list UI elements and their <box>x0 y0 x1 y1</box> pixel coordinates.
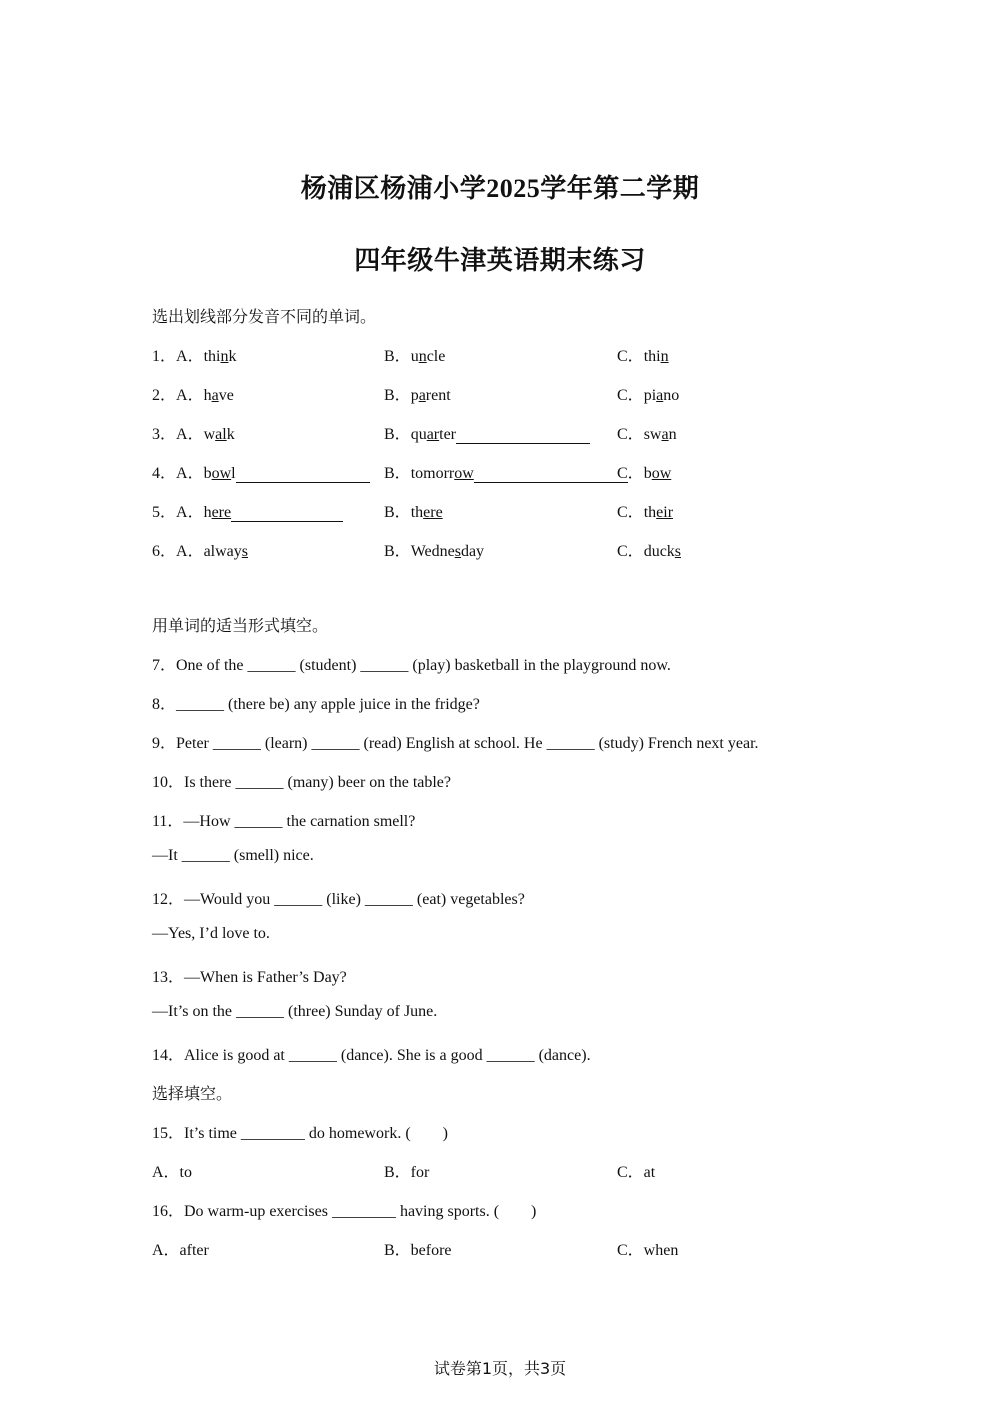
question-15: 15．It’s time ________ do homework. ( ) <box>152 1125 448 1142</box>
option-label: B． <box>384 465 411 482</box>
underlined-letters: ere <box>211 504 232 521</box>
question-2-option-b <box>384 382 451 405</box>
question-13: 13．—When is Father’s Day? <box>152 969 347 986</box>
question-3-option-b <box>384 421 590 444</box>
word-part: no <box>663 387 680 404</box>
word-part: rent <box>425 387 451 404</box>
question-12-answer: —Yes, I’d love to. <box>152 925 270 942</box>
underlined-letters: al <box>215 426 227 443</box>
question-6-option-c <box>617 538 681 561</box>
question-10: 10．Is there ______ (many) beer on the table? <box>152 774 452 791</box>
word-part: tomorr <box>410 465 455 482</box>
underlined-letters: s <box>454 543 461 560</box>
answer-blank-line <box>474 465 628 483</box>
page-footer: 试卷第1页，共3页 <box>433 1359 567 1378</box>
underlined-letters: a <box>661 426 669 443</box>
option-label: A． <box>176 348 204 365</box>
word-part: duck <box>643 543 675 560</box>
option-label: C． <box>617 348 644 365</box>
word-part: l <box>231 465 236 482</box>
question-3-option-a <box>152 421 235 444</box>
question-number: 2． <box>152 387 177 404</box>
question-13-answer: —It’s on the ______ (three) Sunday of June. <box>152 1003 438 1020</box>
option-label: C． <box>617 426 644 443</box>
answer-blank-line <box>236 465 370 483</box>
question-7: 7．One of the ______ (student) ______ (play) basketball in the playground now. <box>152 657 671 674</box>
exam-title-line1 <box>0 168 1000 205</box>
word-part: alway <box>203 543 242 560</box>
question-16-option-a: A．after <box>152 1242 209 1259</box>
word-part: Wedne <box>410 543 455 560</box>
title-school: 杨浦区杨浦小学 <box>300 174 487 204</box>
question-4-option-c <box>617 460 671 483</box>
question-9: 9．Peter ______ (learn) ______ (read) English at school. He ______ (study) French next year. <box>152 735 759 752</box>
word-part: h <box>203 387 212 404</box>
underlined-letters: ar <box>426 426 440 443</box>
word-part: b <box>203 465 212 482</box>
question-number: 3． <box>152 426 177 443</box>
underlined-letters: ere <box>423 504 443 521</box>
underlined-letters: a <box>418 387 426 404</box>
option-label: A． <box>176 465 204 482</box>
word-part: ve <box>218 387 234 404</box>
underlined-letters: ow <box>454 465 474 482</box>
word-part: w <box>203 426 216 443</box>
question-12: 12．—Would you ______ (like) ______ (eat) vegetables? <box>152 891 525 908</box>
section3-heading: 选择填空。 <box>152 1084 233 1103</box>
question-8: 8．______ (there be) any apple juice in the fridge? <box>152 696 480 713</box>
question-1-option-c <box>617 343 669 366</box>
word-part: p <box>410 387 419 404</box>
question-1-option-b <box>384 343 445 366</box>
title-year: 2025 <box>486 174 541 203</box>
question-5-option-a <box>152 499 343 522</box>
underlined-letters: a <box>211 387 219 404</box>
option-label: A． <box>176 426 204 443</box>
word-part: cle <box>426 348 446 365</box>
question-number: 5． <box>152 504 177 521</box>
word-part: qu <box>410 426 427 443</box>
word-part: day <box>460 543 485 560</box>
question-11-answer: —It ______ (smell) nice. <box>152 847 314 864</box>
question-14: 14．Alice is good at ______ (dance). She is a good ______ (dance). <box>152 1047 591 1064</box>
word-part: pi <box>643 387 657 404</box>
question-15-option-c: C．at <box>617 1164 656 1181</box>
question-number: 4． <box>152 465 177 482</box>
option-label: B． <box>384 543 411 560</box>
option-label: C． <box>617 504 644 521</box>
question-4-option-b <box>384 460 628 483</box>
underlined-letters: n <box>418 348 427 365</box>
word-part: u <box>410 348 419 365</box>
option-label: B． <box>384 387 411 404</box>
question-4-option-a <box>152 460 370 483</box>
question-number: 6． <box>152 543 177 560</box>
answer-blank-line <box>231 504 343 522</box>
option-label: A． <box>176 387 204 404</box>
question-6-option-a <box>152 538 248 561</box>
option-label: B． <box>384 426 411 443</box>
answer-blank-line <box>456 426 590 444</box>
exam-title-line2: 四年级牛津英语期末练习 <box>354 246 646 276</box>
underlined-letters: ow <box>211 465 232 482</box>
word-part: thi <box>643 348 661 365</box>
word-part: ter <box>439 426 456 443</box>
question-6-option-b <box>384 538 484 561</box>
word-part: th <box>643 504 657 521</box>
option-label: A． <box>176 504 204 521</box>
option-label: C． <box>617 543 644 560</box>
question-5-option-b <box>384 499 443 522</box>
underlined-letters: n <box>660 348 669 365</box>
question-16-option-c: C．when <box>617 1242 679 1259</box>
underlined-letters: eir <box>656 504 674 521</box>
question-3-option-c <box>617 421 677 444</box>
section1-heading: 选出划线部分发音不同的单词。 <box>152 307 377 326</box>
question-16-option-b: B．before <box>384 1242 452 1259</box>
word-part: th <box>410 504 424 521</box>
question-2-option-c <box>617 382 679 405</box>
question-5-option-c <box>617 499 673 522</box>
question-15-option-b: B．for <box>384 1164 430 1181</box>
word-part: n <box>668 426 677 443</box>
word-part: k <box>228 348 237 365</box>
underlined-letters: n <box>220 348 229 365</box>
option-label: A． <box>176 543 204 560</box>
question-16: 16．Do warm-up exercises ________ having sports. ( ) <box>152 1203 537 1220</box>
word-part: b <box>643 465 652 482</box>
word-part: k <box>226 426 235 443</box>
question-1-option-a <box>152 343 236 366</box>
word-part: sw <box>643 426 662 443</box>
option-label: C． <box>617 387 644 404</box>
question-number: 1． <box>152 348 177 365</box>
word-part: thi <box>203 348 221 365</box>
question-11: 11．—How ______ the carnation smell? <box>152 813 416 830</box>
underlined-letters: s <box>674 543 682 560</box>
option-label: C． <box>617 465 644 482</box>
title-term: 学年第二学期 <box>540 174 700 204</box>
option-label: B． <box>384 348 411 365</box>
underlined-letters: ow <box>651 465 672 482</box>
option-label: B． <box>384 504 411 521</box>
question-15-option-a: A．to <box>152 1164 193 1181</box>
underlined-letters: s <box>241 543 249 560</box>
underlined-letters: a <box>656 387 664 404</box>
word-part: h <box>203 504 212 521</box>
section2-heading: 用单词的适当形式填空。 <box>152 616 329 635</box>
question-2-option-a <box>152 382 234 405</box>
